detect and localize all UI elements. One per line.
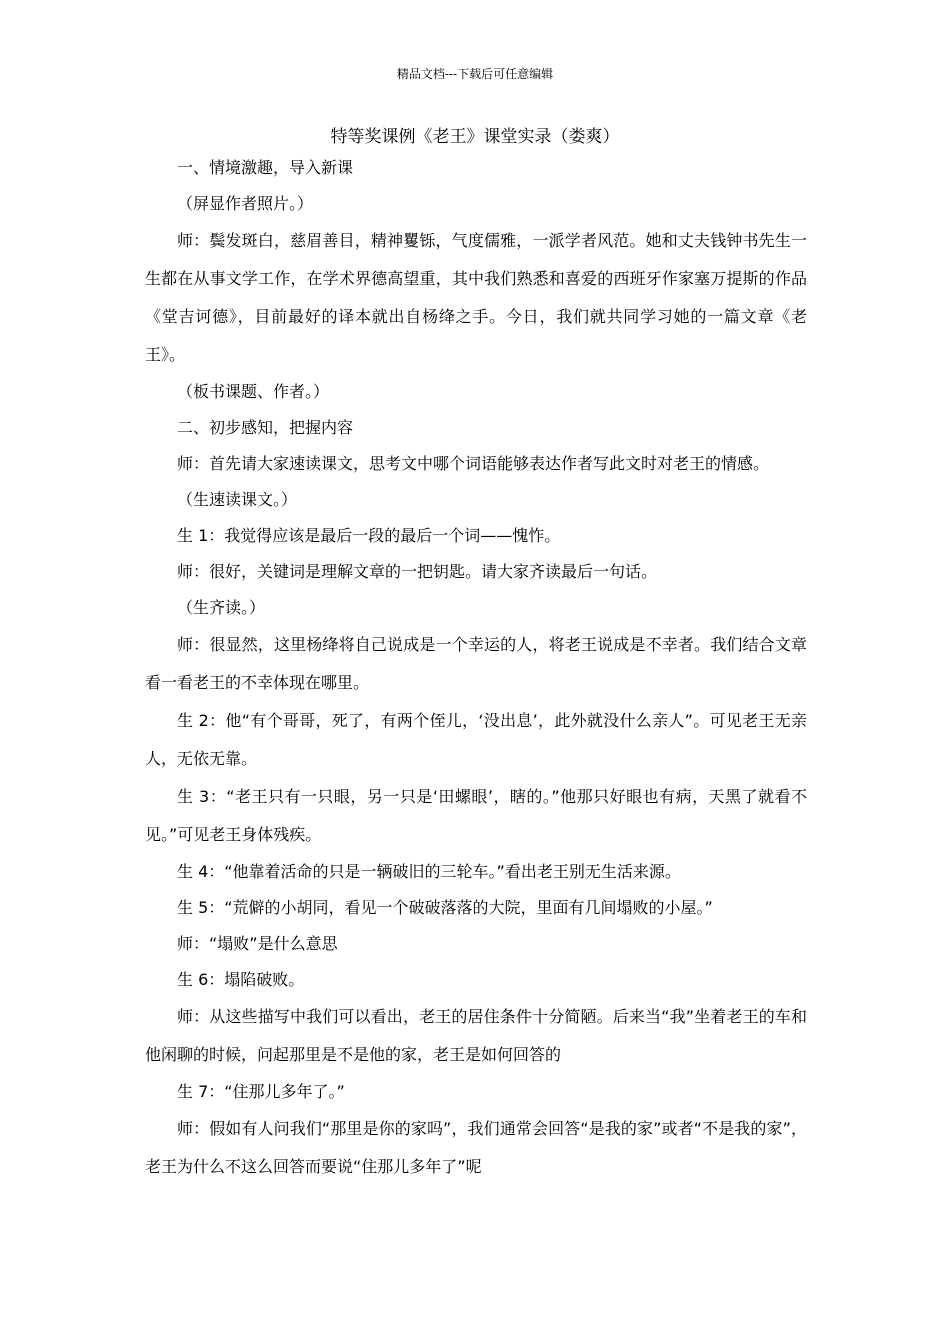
teacher-paragraph: 师：假如有人问我们“那里是你的家吗”，我们通常会回答“是我的家”或者“不是我的家”，老王为什么不这么回答而要说“住那儿多年了”呢 [145,1119,807,1176]
teacher-paragraph: 师：鬓发斑白，慈眉善目，精神矍铄，气度儒雅，一派学者风范。她和丈夫钱钟书先生一生都在从事文学工作，在学术界德高望重，其中我们熟悉和喜爱的西班牙作家塞万提斯的作品《堂吉诃德》，目前最好的译本就出自杨绛之手。今日，我们就共同学习她的一篇文章《老王》。 [145,231,807,364]
teacher-paragraph: 师：“塌败”是什么意思 [177,934,338,953]
student-paragraph: 生 7：“住那儿多年了。” [177,1082,345,1101]
teacher-paragraph: 师：首先请大家速读课文，思考文中哪个词语能够表达作者写此文时对老王的情感。 [177,454,770,473]
teacher-paragraph: 师：从这些描写中我们可以看出，老王的居住条件十分简陋。后来当“我”坐着老王的车和他闲聊的时候，问起那里是不是他的家，老王是如何回答的 [145,1007,807,1064]
page-header: 精品文档---下载后可任意编辑 [396,67,554,81]
stage-direction: （生速读课文。） [177,490,298,509]
student-paragraph: 生 5：“荒僻的小胡同，看见一个破破落落的大院，里面有几间塌败的小屋。” [177,898,713,917]
section-heading-1: 一、情境激趣，导入新课 [177,158,354,177]
teacher-paragraph: 师：很好，关键词是理解文章的一把钥匙。请大家齐读最后一句话。 [177,562,658,581]
student-paragraph: 生 6：塌陷破败。 [177,970,305,989]
stage-direction: （板书课题、作者。） [177,382,330,401]
stage-direction: （屏显作者照片。） [177,194,314,213]
student-paragraph: 生 1：我觉得应该是最后一段的最后一个词——愧怍。 [177,526,561,545]
teacher-paragraph: 师：很显然，这里杨绛将自己说成是一个幸运的人，将老王说成是不幸者。我们结合文章看一看老王的不幸体现在哪里。 [145,635,807,692]
section-heading-2: 二、初步感知，把握内容 [177,418,354,437]
document-title: 特等奖课例《老王》课堂实录（娄爽） [330,127,620,147]
student-paragraph: 生 4：“他靠着活命的只是一辆破旧的三轮车。”看出老王别无生活来源。 [177,862,681,881]
stage-direction: （生齐读。） [177,598,266,617]
student-paragraph: 生 3：“老王只有一只眼，另一只是‘田螺眼’，瞎的。”他那只好眼也有病，天黑了就看不见。”可见老王身体残疾。 [145,787,807,844]
student-paragraph: 生 2：他“有个哥哥，死了，有两个侄儿，‘没出息’，此外就没什么亲人”。可见老王无亲人，无依无靠。 [145,711,807,768]
document-body [145,150,807,1186]
